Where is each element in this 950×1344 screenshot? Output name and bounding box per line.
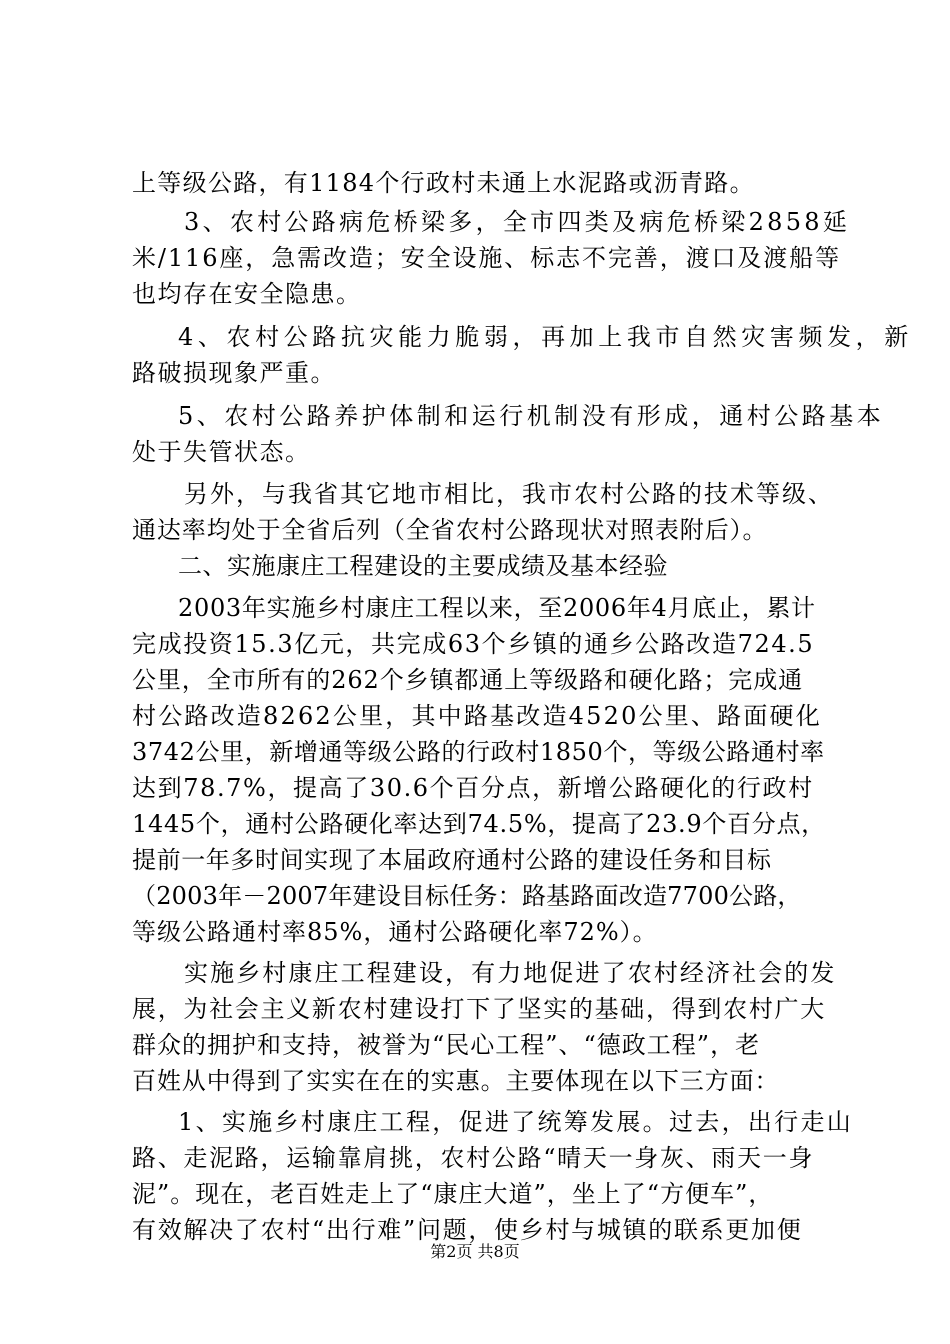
text-line: 3、农村公路病危桥梁多，全市四类及病危桥梁2858延 xyxy=(184,208,851,236)
text-line: 上等级公路，有1184个行政村未通上水泥路或沥青路。 xyxy=(132,169,755,197)
text-line: 5、农村公路养护体制和运行机制没有形成，通村公路基本 xyxy=(178,402,885,430)
text-line: 3742公里，新增通等级公路的行政村1850个，等级公路通村率 xyxy=(132,738,825,766)
text-line: 实施乡村康庄工程建设，有力地促进了农村经济社会的发 xyxy=(184,959,837,987)
text-line: 百姓从中得到了实实在在的实惠。主要体现在以下三方面： xyxy=(132,1067,780,1095)
text-line: 路、走泥路，运输靠肩挑，农村公路“晴天一身灰、雨天一身 xyxy=(132,1144,815,1172)
text-line: 另外，与我省其它地市相比，我市农村公路的技术等级、 xyxy=(184,480,834,508)
text-line: 1445个，通村公路硬化率达到74.5%，提高了23.9个百分点， xyxy=(132,810,826,838)
text-line: 4、农村公路抗灾能力脆弱，再加上我市自然灾害频发，新 xyxy=(178,323,913,351)
text-line: 泥”。现在，老百姓走上了“康庄大道”，坐上了“方便车”， xyxy=(132,1180,774,1208)
text-line: 村公路改造8262公里，其中路基改造4520公里、路面硬化 xyxy=(132,702,822,730)
text-line: 处于失管状态。 xyxy=(132,438,311,466)
text-line: 也均存在安全隐患。 xyxy=(132,280,362,308)
section-heading: 二、实施康庄工程建设的主要成绩及基本经验 xyxy=(178,552,668,580)
text-line: 公里，全市所有的262个乡镇都通上等级路和硬化路；完成通 xyxy=(132,666,804,694)
text-line: 1、实施乡村康庄工程，促进了统筹发展。过去，出行走山 xyxy=(178,1108,854,1136)
text-line: 完成投资15.3亿元，共完成63个乡镇的通乡公路改造724.5 xyxy=(132,630,815,658)
text-line: 展，为社会主义新农村建设打下了坚实的基础，得到农村广大 xyxy=(132,995,826,1023)
text-line: 米/116座，急需改造；安全设施、标志不完善，渡口及渡船等 xyxy=(132,244,841,272)
text-line: 2003年实施乡村康庄工程以来，至2006年4月底止，累计 xyxy=(178,594,816,622)
text-line: 群众的拥护和支持，被誉为“民心工程”、“德政工程”，老 xyxy=(132,1031,761,1059)
text-line: 有效解决了农村“出行难”问题，使乡村与城镇的联系更加便 xyxy=(132,1216,803,1244)
text-line: 等级公路通村率85%，通村公路硬化率72%）。 xyxy=(132,918,658,946)
page-number-footer: 第2页 共8页 xyxy=(430,1242,520,1261)
text-line: 提前一年多时间实现了本届政府通村公路的建设任务和目标 xyxy=(132,846,772,874)
text-line: 通达率均处于全省后列（全省农村公路现状对照表附后）。 xyxy=(132,516,768,544)
text-line: （2003年－2007年建设目标任务：路基路面改造7700公路， xyxy=(132,882,802,910)
text-line: 路破损现象严重。 xyxy=(132,359,336,387)
text-line: 达到78.7%，提高了30.6个百分点，新增公路硬化的行政村 xyxy=(132,774,814,802)
